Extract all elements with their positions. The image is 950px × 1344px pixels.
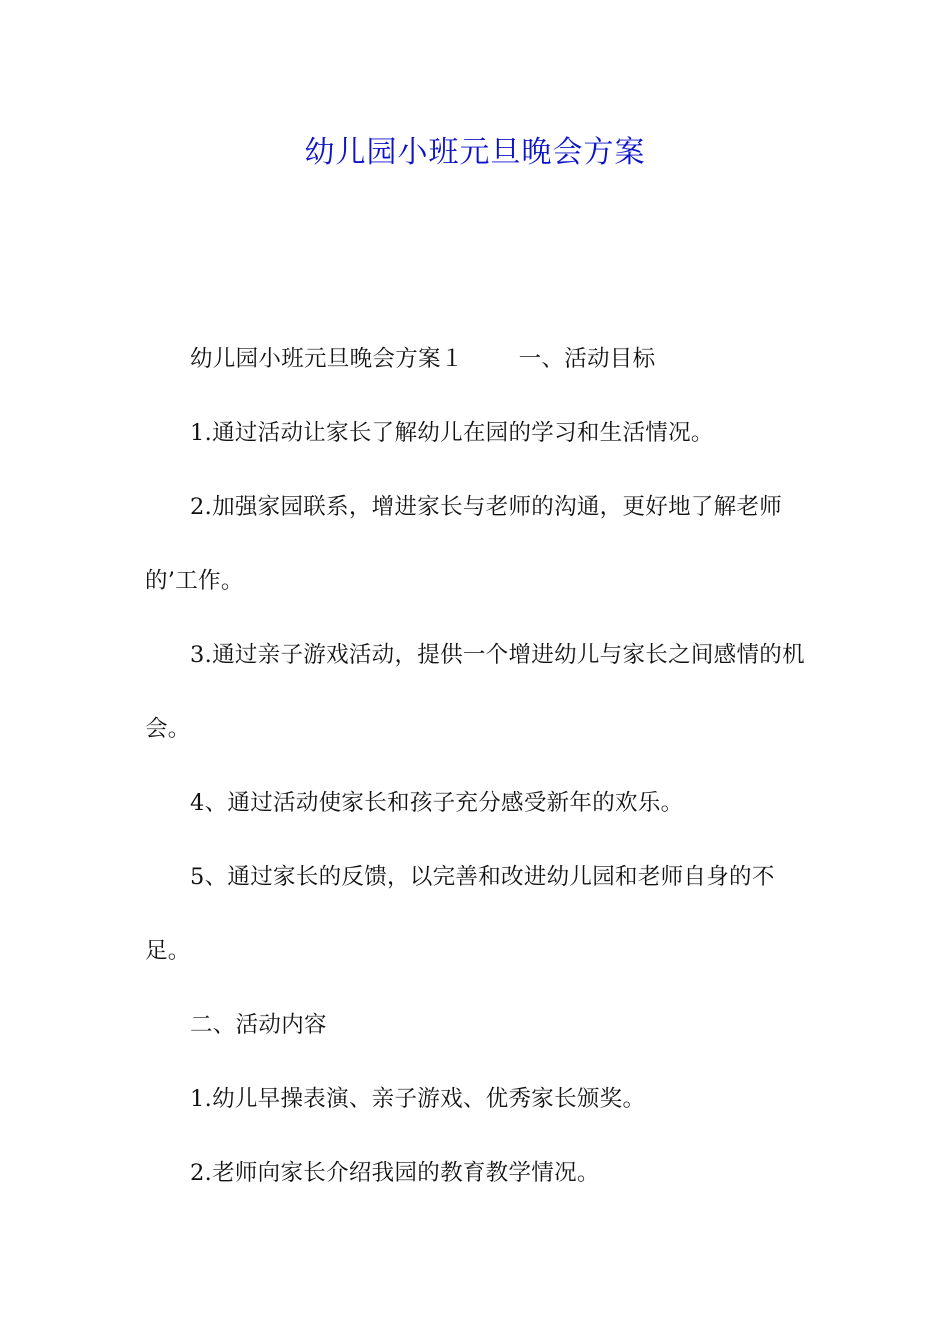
section-heading-goals: 一、活动目标 <box>518 346 656 372</box>
document-title: 幼儿园小班元旦晚会方案 <box>304 135 646 170</box>
goal-item-1: 1.通过活动让家长了解幼儿在园的学习和生活情况。 <box>190 420 714 446</box>
plan-heading: 幼儿园小班元旦晚会方案１ <box>190 346 464 372</box>
goal-item-5: 5、通过家长的反馈，以完善和改进幼儿园和老师自身的不足。 <box>145 864 775 964</box>
goal-item-2: 2.加强家园联系，增进家长与老师的沟通，更好地了解老师的’工作。 <box>145 494 783 594</box>
content-item-2: 2.老师向家长介绍我园的教育教学情况。 <box>190 1160 600 1186</box>
goal-item-3: 3.通过亲子游戏活动，提供一个增进幼儿与家长之间感情的机会。 <box>145 642 805 742</box>
goal-item-4: 4、通过活动使家长和孩子充分感受新年的欢乐。 <box>190 790 684 816</box>
section-heading-content: 二、活动内容 <box>190 1012 327 1038</box>
content-item-1: 1.幼儿早操表演、亲子游戏、优秀家长颁奖。 <box>190 1086 646 1112</box>
intro-paragraph <box>145 322 810 396</box>
document-body <box>145 322 810 1210</box>
